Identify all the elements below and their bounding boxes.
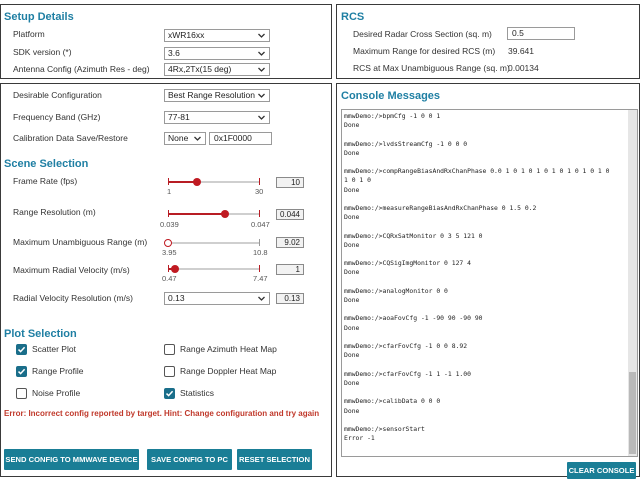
slider-max-tick bbox=[259, 210, 260, 217]
plot-option-label: Range Azimuth Heat Map bbox=[180, 344, 277, 354]
desirable-config-select-value: Best Range Resolution bbox=[168, 90, 255, 100]
clear-console-button[interactable]: CLEAR CONSOLE bbox=[567, 462, 636, 479]
slider-handle[interactable] bbox=[164, 239, 172, 247]
plot-option-label: Statistics bbox=[180, 388, 215, 398]
scene-selection-title: Scene Selection bbox=[4, 158, 89, 170]
plot-option-scatter-plot[interactable] bbox=[16, 343, 156, 356]
platform-select[interactable] bbox=[164, 29, 270, 42]
range-resolution-max: 0.047 bbox=[251, 220, 270, 229]
plot-option-noise-profile[interactable] bbox=[16, 387, 156, 400]
desirable-config-label: Desirable Configuration bbox=[13, 90, 102, 100]
slider-max-tick bbox=[259, 178, 260, 185]
chevron-down-icon bbox=[257, 112, 266, 123]
radial-velocity-res-select-value: 0.13 bbox=[168, 293, 185, 303]
checkmark-icon bbox=[17, 345, 26, 354]
chevron-down-icon bbox=[257, 48, 266, 59]
console-scrollbar[interactable] bbox=[628, 110, 637, 456]
desirable-config-select[interactable] bbox=[164, 89, 270, 102]
antenna-config-select-value: 4Rx,2Tx(15 deg) bbox=[168, 64, 232, 74]
frame-rate-slider[interactable] bbox=[168, 178, 260, 190]
rcs-unamb-label: RCS at Max Unambiguous Range (sq. m) bbox=[353, 63, 510, 73]
radial-velocity-res-value: 0.13 bbox=[276, 293, 304, 304]
frame-rate-max: 30 bbox=[255, 187, 264, 196]
range-resolution-slider[interactable] bbox=[168, 210, 260, 222]
max-unamb-range-slider[interactable] bbox=[168, 239, 260, 251]
plot-option-range-profile[interactable] bbox=[16, 365, 156, 378]
slider-handle[interactable] bbox=[193, 178, 201, 186]
plot-option-range-azimuth-heat-map[interactable] bbox=[164, 343, 304, 356]
console-title: Console Messages bbox=[341, 90, 441, 102]
sdk-version-select-value: 3.6 bbox=[168, 48, 180, 58]
console-text: mmwDemo:/>bpmCfg -1 0 0 1 Done mmwDemo:/>lvdsStreamCfg -1 0 0 0 Done mmwDemo:/>compRangeBiasAndRxChanPhase 0.0 1 0 1 0 1 0 1 0 1 0 1 0 1 0 1 0 1 0 Done mmwDemo:/>measureRangeBiasAndRxChanPhase 0 1.5 0.2 Done mmwDemo:/>CQRxSatMonitor 0 3 5 121 0 Done mmwDemo:/>CQSigImgMonitor 0 127 4 Done mmwDemo:/>analogMonitor 0 0 Done mmwDemo:/>aoaFovCfg -1 -90 90 -90 90 Done mmwDemo:/>cfarFovCfg -1 0 0 8.92 Done mmwDemo:/>cfarFovCfg -1 1 -1 1.00 Done mmwDemo:/>calibData 0 0 0 Done mmwDemo:/>sensorStart Error -1 bbox=[344, 112, 610, 443]
max-radial-velocity-min: 0.47 bbox=[162, 274, 177, 283]
max-radial-velocity-slider[interactable] bbox=[168, 265, 260, 277]
frequency-band-select-value: 77-81 bbox=[168, 112, 190, 122]
frame-rate-min: 1 bbox=[167, 187, 172, 196]
slider-handle[interactable] bbox=[221, 210, 229, 218]
chevron-down-icon bbox=[193, 133, 202, 144]
send-config-button[interactable]: SEND CONFIG TO MMWAVE DEVICE bbox=[4, 449, 139, 470]
desired-rcs-label: Desired Radar Cross Section (sq. m) bbox=[353, 29, 492, 39]
max-radial-velocity-max: 7.47 bbox=[253, 274, 268, 283]
platform-label: Platform bbox=[13, 29, 45, 39]
max-range-rcs-label: Maximum Range for desired RCS (m) bbox=[353, 46, 496, 56]
antenna-config-label: Antenna Config (Azimuth Res - deg) bbox=[13, 64, 150, 74]
plot-option-statistics[interactable] bbox=[164, 387, 304, 400]
max-unamb-range-max: 10.8 bbox=[253, 248, 268, 257]
max-unamb-range-value: 9.02 bbox=[276, 237, 304, 248]
calibration-select[interactable] bbox=[164, 132, 206, 145]
checkmark-icon bbox=[17, 367, 26, 376]
rcs-title: RCS bbox=[341, 11, 365, 23]
plot-option-label: Noise Profile bbox=[32, 388, 81, 398]
checkbox[interactable] bbox=[164, 366, 175, 377]
checkmark-icon bbox=[165, 389, 174, 398]
plot-option-label: Range Profile bbox=[32, 366, 84, 376]
checkbox[interactable] bbox=[16, 388, 27, 399]
slider-min-tick bbox=[168, 265, 169, 272]
checkbox[interactable] bbox=[16, 344, 27, 355]
chevron-down-icon bbox=[257, 293, 266, 304]
frame-rate-label: Frame Rate (fps) bbox=[13, 176, 78, 186]
frequency-band-select[interactable] bbox=[164, 111, 270, 124]
platform-select-value: xWR16xx bbox=[168, 30, 205, 40]
frame-rate-value: 10 bbox=[276, 177, 304, 188]
calibration-address-input[interactable]: 0x1F0000 bbox=[209, 132, 272, 145]
calibration-select-value: None bbox=[168, 133, 189, 143]
max-radial-velocity-label: Maximum Radial Velocity (m/s) bbox=[13, 265, 130, 275]
save-config-button[interactable]: SAVE CONFIG TO PC bbox=[147, 449, 232, 470]
slider-fill bbox=[168, 213, 225, 215]
sdk-version-select[interactable] bbox=[164, 47, 270, 60]
slider-track bbox=[168, 268, 260, 270]
chevron-down-icon bbox=[257, 30, 266, 41]
frequency-band-label: Frequency Band (GHz) bbox=[13, 112, 101, 122]
calibration-label: Calibration Data Save/Restore bbox=[13, 133, 128, 143]
error-message: Error: Incorrect config reported by target. Hint: Change configuration and try again bbox=[4, 409, 320, 418]
reset-selection-button[interactable]: RESET SELECTION bbox=[237, 449, 312, 470]
range-resolution-value: 0.044 bbox=[276, 209, 304, 220]
setup-details-panel bbox=[0, 4, 332, 79]
max-range-rcs-value: 39.641 bbox=[508, 46, 534, 56]
scrollbar-thumb[interactable] bbox=[629, 372, 636, 454]
configuration-panel bbox=[0, 83, 332, 477]
range-resolution-min: 0.039 bbox=[160, 220, 179, 229]
plot-selection-title: Plot Selection bbox=[4, 328, 77, 340]
antenna-config-select[interactable] bbox=[164, 63, 270, 76]
slider-min-tick bbox=[168, 210, 169, 217]
range-resolution-label: Range Resolution (m) bbox=[13, 207, 96, 217]
radial-velocity-res-select[interactable] bbox=[164, 292, 270, 305]
rcs-panel bbox=[336, 4, 640, 79]
slider-handle[interactable] bbox=[171, 265, 179, 273]
desired-rcs-input[interactable]: 0.5 bbox=[507, 27, 575, 40]
sdk-version-label: SDK version (*) bbox=[13, 47, 72, 57]
plot-option-label: Scatter Plot bbox=[32, 344, 76, 354]
max-radial-velocity-value: 1 bbox=[276, 264, 304, 275]
checkbox[interactable] bbox=[16, 366, 27, 377]
rcs-unamb-value: 0.00134 bbox=[508, 63, 539, 73]
setup-details-title: Setup Details bbox=[4, 11, 74, 23]
slider-max-tick bbox=[259, 265, 260, 272]
console-panel bbox=[336, 83, 640, 477]
checkbox[interactable] bbox=[164, 388, 175, 399]
plot-option-label: Range Doppler Heat Map bbox=[180, 366, 277, 376]
slider-track bbox=[168, 242, 260, 244]
max-unamb-range-label: Maximum Unambiguous Range (m) bbox=[13, 237, 148, 247]
slider-min-tick bbox=[168, 178, 169, 185]
max-unamb-range-min: 3.95 bbox=[162, 248, 177, 257]
radial-velocity-res-label: Radial Velocity Resolution (m/s) bbox=[13, 293, 133, 303]
plot-option-range-doppler-heat-map[interactable] bbox=[164, 365, 304, 378]
checkbox[interactable] bbox=[164, 344, 175, 355]
console-output[interactable] bbox=[341, 109, 638, 457]
chevron-down-icon bbox=[257, 90, 266, 101]
chevron-down-icon bbox=[257, 64, 266, 75]
slider-max-tick bbox=[259, 239, 260, 246]
